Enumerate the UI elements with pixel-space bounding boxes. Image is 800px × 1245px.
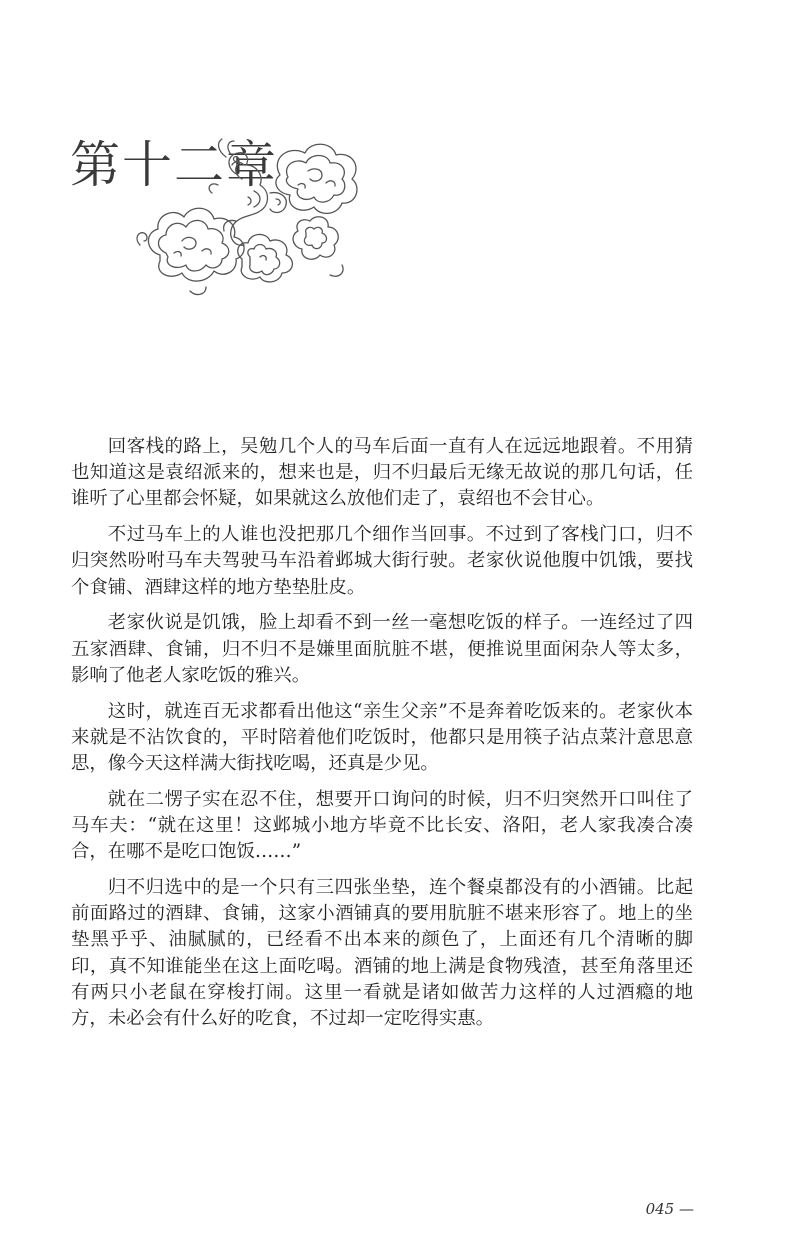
page-number: 045 — bbox=[645, 1200, 694, 1218]
paragraph-1: 回客栈的路上，吴勉几个人的马车后面一直有人在远远地跟着。不用猜也知道这是袁绍派来的，想来也是，归不归最后无缘无故说的那几句话，任谁听了心里都会怀疑，如果就这么放他们走了，袁绍也不会甘心。 bbox=[71, 436, 693, 510]
paragraph-2: 不过马车上的人谁也没把那几个细作当回事。不过到了客栈门口，归不归突然吩咐马车夫驾驶马车沿着邺城大街行驶。老家伙说他腹中饥饿，要找个食铺、酒肆这样的地方垫垫肚皮。 bbox=[71, 524, 693, 598]
paragraph-4: 这时，就连百无求都看出他这“亲生父亲”不是奔着吃饭来的。老家伙本来就是不沾饮食的，平时陪着他们吃饭时，他都只是用筷子沾点菜汁意思意思，像今天这样满大街找吃喝，还真是少见。 bbox=[71, 700, 693, 775]
cloud-dragon-ornament-icon bbox=[130, 135, 365, 300]
paragraph-6: 归不归选中的是一个只有三四张坐垫，连个餐桌都没有的小酒铺。比起前面路过的酒肆、食铺，这家小酒铺真的要用肮脏不堪来形容了。地上的坐垫黑乎乎、油腻腻的，已经看不出本来的颜色了，上面还有几个清晰的脚印，真不知谁能坐在这上面吃喝。酒铺的地上满是食物残渣，甚至角落里还有两只小老鼠在穿梭打闹。这里一看就是诸如做苦力这样的人过酒瘾的地方，未必会有什么好的吃食，不过却一定吃得实惠。 bbox=[71, 877, 693, 1030]
paragraph-3: 老家伙说是饥饿，脸上却看不到一丝一毫想吃饭的样子。一连经过了四五家酒肆、食铺，归不归不是嫌里面肮脏不堪，便推说里面闲杂人等太多，影响了他老人家吃饭的雅兴。 bbox=[71, 612, 693, 686]
chapter-title: 第十二章 bbox=[70, 136, 278, 194]
paragraph-5: 就在二愣子实在忍不住，想要开口询问的时候，归不归突然开口叫住了马车夫：“就在这里！这邺城小地方毕竟不比长安、洛阳，老人家我凑合凑合，在哪不是吃口饱饭……” bbox=[71, 788, 693, 863]
chapter-body bbox=[71, 434, 693, 1042]
